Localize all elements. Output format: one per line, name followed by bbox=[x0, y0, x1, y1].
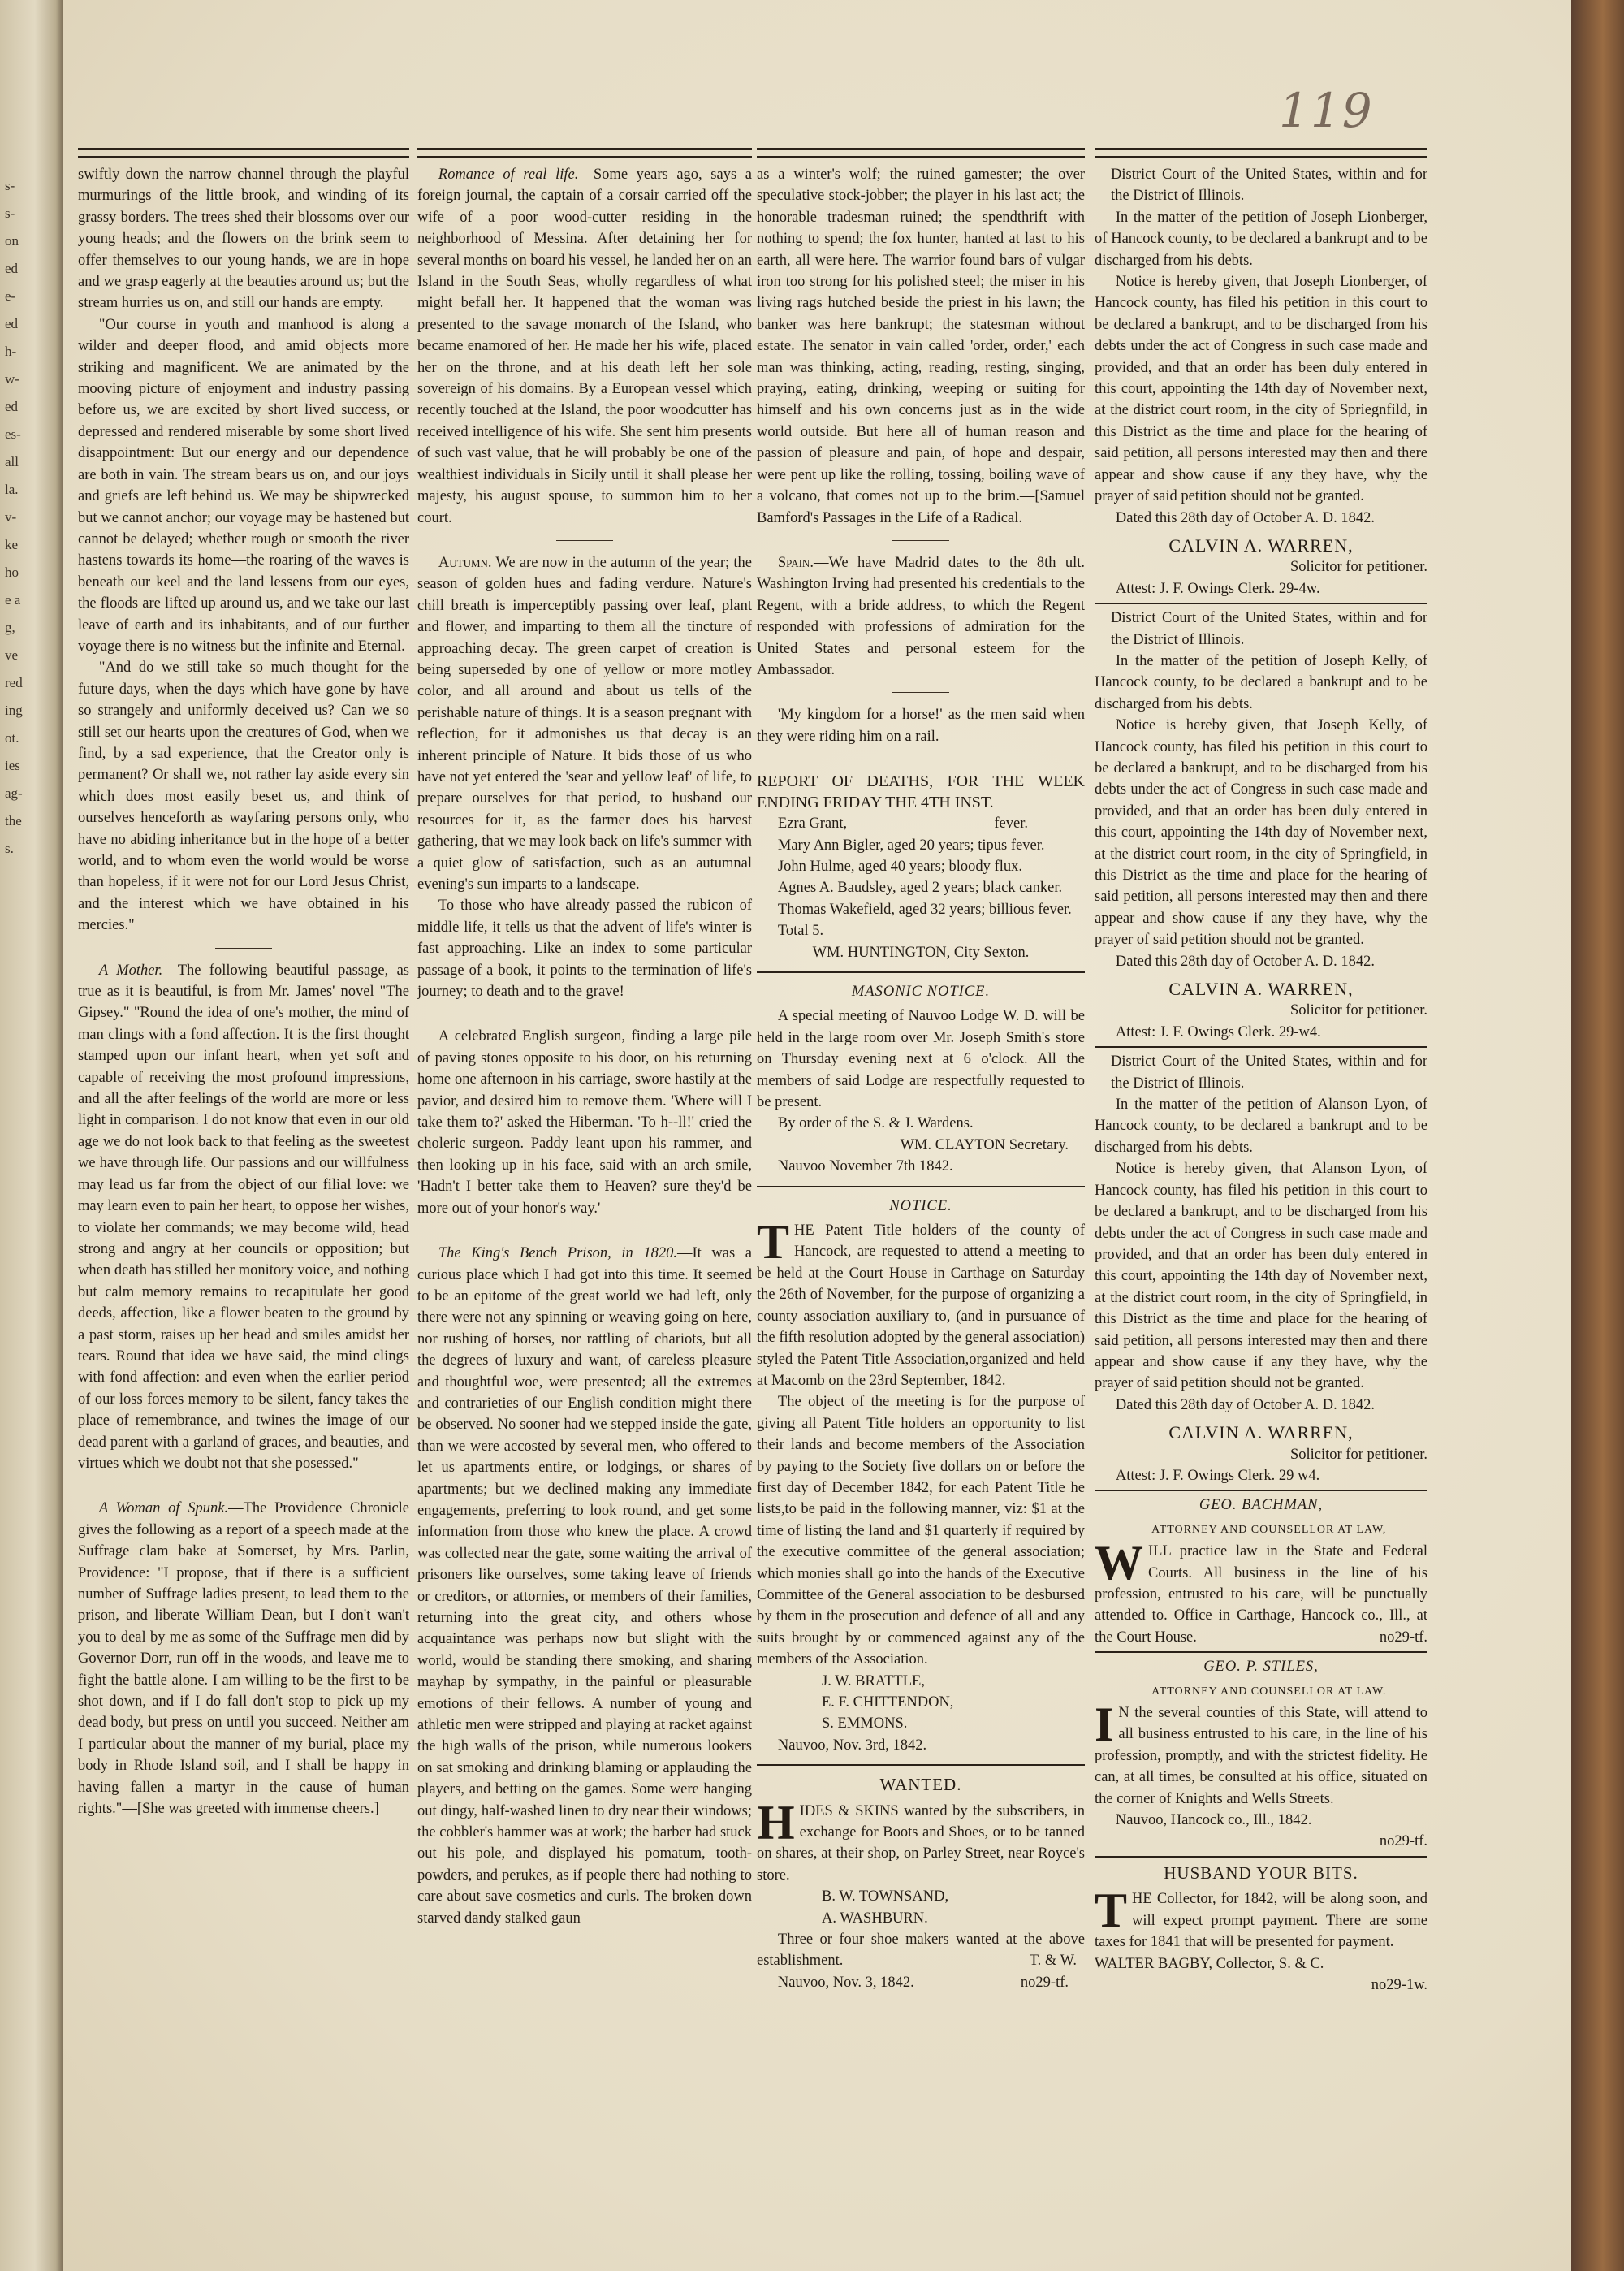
deaths-total: Total 5. bbox=[777, 923, 824, 940]
prison-heading: The King's Bench Prison, in 1820. bbox=[438, 1245, 677, 1262]
notice3-matter: In the matter of the petition of Alanson Lyon, of Hancock county, to be declared a bankrupt and to be discharged from his debts. bbox=[1095, 1097, 1427, 1156]
solicitor-name: CALVIN A. WARREN, bbox=[1168, 1422, 1354, 1443]
section-rule bbox=[757, 971, 1085, 973]
section-rule bbox=[1095, 603, 1427, 604]
notice3-attest: Attest: J. F. Owings Clerk. 29 w4. bbox=[1115, 1467, 1320, 1484]
bachman-dropcap: W bbox=[1095, 1536, 1143, 1590]
autumn-body: We are now in the autumn of the year; the season of golden hues and fading verdure. Nature's chill breath is imperceptibly passing over leaf, plant and flower, and imparting to them all the tincture of approaching decay. The green carpet of creation is being superseded by one of yellow or more motley color, and all around and about us tells of the perishable nature of things. It is a season pregnant with reflection, for it admonishes us that decay is an inherent principle of Nature. It bids those of us who have not yet entered the 'sear and yellow leaf' of life, to prepare ourselves for that period, to husband our resources for it, as the farmer does his harvest gathering, that we may look back on life's summer with a quiet glow of satisfaction, such as an autumnal evening's sun imparts to a landscape. bbox=[417, 554, 752, 893]
bachman-name: GEO. BACHMAN, bbox=[1199, 1497, 1324, 1514]
notice1-body: Notice is hereby given, that Joseph Lionberger, of Hancock county, has filed his petition in this court to be declared a bankrupt, and to be discharged from his debts under the act of Congress in such case made and provided, and that an order has been duly entered in this court, appointing the 14th day of November next, at the district court room, in the city of Spriegnfild, in this District as the time and place for the hearing of said petition, all persons interested may then and there appear and show cause if any they have, why the prayer of said petition should not be granted. bbox=[1095, 274, 1427, 505]
death-entry-3: Agnes A. Baudsley, aged 2 years; black canker. bbox=[777, 880, 1063, 897]
bachman-body bbox=[1095, 1536, 1427, 1648]
court-heading: District Court of the United States, within and for the District of Illinois. bbox=[1111, 610, 1427, 648]
masonic-heading: MASONIC NOTICE. bbox=[851, 984, 991, 1000]
stiles-title: ATTORNEY AND COUNSELLOR AT LAW. bbox=[1151, 1685, 1387, 1698]
column-4 bbox=[1095, 148, 1427, 1996]
notice1-matter: In the matter of the petition of Joseph Lionberger, of Hancock county, to be declared a bankrupt and to be discharged from his debts. bbox=[1095, 209, 1427, 269]
section-rule bbox=[1095, 1046, 1427, 1048]
bachman-text: ILL practice law in the State and Federal Courts. All business in the line of his profession, entrusted to his care, will be punctually attended to. Office in Carthage, Hancock co., Ill., at the Court House. bbox=[1095, 1543, 1427, 1646]
wanted-dropcap: H bbox=[757, 1795, 795, 1849]
notice-signer-2: S. EMMONS. bbox=[822, 1715, 908, 1732]
wanted-heading: WANTED. bbox=[879, 1775, 962, 1795]
separator-rule bbox=[215, 948, 272, 949]
stiles-number: no29-tf. bbox=[1379, 1833, 1427, 1850]
section-rule bbox=[1095, 1651, 1427, 1653]
notice-dropcap: T bbox=[757, 1215, 790, 1270]
column-2 bbox=[417, 148, 752, 1929]
solicitor-title: Solicitor for petitioner. bbox=[1289, 1002, 1427, 1019]
separator-rule bbox=[892, 692, 949, 693]
separator-rule bbox=[556, 540, 613, 541]
wanted-number: no29-tf. bbox=[1020, 1974, 1069, 1991]
mother-body: —The following beautiful passage, as true as it is beautiful, is from Mr. James' novel "The Gipsey." "Round the idea of one's mother, the mind of man clings with a fond affection. It is the first thought stamped upon our infant heart, when yet soft and capable of receiving the most profound impressions, and all the after feelings of the world are more or less light in comparison. I do not know that even in our old age we do not look back to that feeling as the sweetest we have through life. Our passions and our willfulness may lead us far from the object of our filial love: we may learn even to pain her heart, to oppose her wishes, to violate her commands; we may become wild, head strong and angry at her councils or opposition; but when death has stilled her monitory voice, and nothing but calm memory remains to recapitulate her good deeds, affection, like a flower beaten to the ground by a past storm, raises up her head and smiles amidst her tears. Round that idea we have said, the mind clings with fond affection: and even when the earlier period of our loss forces memory to be silent, fancy takes the place of remembrance, and twines the image of our dead parent with a garland of graces, and beauties, and virtues which we doubt not that she posessed." bbox=[78, 962, 409, 1472]
binding-gutter bbox=[0, 0, 63, 2271]
husband-body bbox=[1095, 1884, 1427, 1953]
prison-continuation: as a winter's wolf; the ruined gamester; the over speculative stock-jobber; the player in his last act; the honorable tradesman ruined; the spendthrift with nothing to spend; the fox hunter, hanted at last to his earth, all were here. The warrior found bars of vulgar iron too strong for his polished steel; the miser in his living rags hutched beside the priest in his lawn; the banker was here bankrupt; the statesman without estate. The senator in vain called 'order, order,' each man was thinking, acting, reading, resting, singing, praying, eating, drinking, weeping or suiting for himself and his own concerns just as in the wide world outside. But here all of human reason and passion of pleasure and pain, of hope and despair, were pent up like the rolling, tossing, boiling wave of a volcano, that comes not up to the brim.—[Samuel Bamford's Passages in the Life of a Radical. bbox=[757, 167, 1085, 526]
notice-date: Nauvoo, Nov. 3rd, 1842. bbox=[777, 1737, 927, 1754]
husband-dropcap: T bbox=[1095, 1884, 1128, 1938]
notice2-matter: In the matter of the petition of Joseph Kelly, of Hancock county, to be declared a bankrupt and to be discharged from his debts. bbox=[1095, 652, 1427, 712]
notice2-attest: Attest: J. F. Owings Clerk. 29-w4. bbox=[1115, 1023, 1321, 1040]
wanted-extra bbox=[757, 1929, 1085, 1972]
wanted-initials: T. & W. bbox=[1029, 1953, 1077, 1970]
horse-quip: 'My kingdom for a horse!' as the men said when they were riding him on a rail. bbox=[757, 707, 1085, 745]
stiles-dropcap: I bbox=[1095, 1698, 1114, 1752]
death-entry-1: Mary Ann Bigler, aged 20 years; tipus fever. bbox=[777, 837, 1045, 854]
wanted-signer-1: A. WASHBURN. bbox=[822, 1910, 928, 1927]
stiles-text: N the several counties of this State, will attend to all business entrusted to his care, in the line of his profession, promptly, and with the strictest fidelity. He can, at all times, be consulted at his office, situated on the corner of Knights and Wells Streets. bbox=[1095, 1705, 1427, 1807]
notice2-date: Dated this 28th day of October A. D. 1842. bbox=[1115, 953, 1375, 970]
notice-heading: NOTICE. bbox=[889, 1197, 952, 1214]
spain-body: —We have Madrid dates to the 8th ult. Washington Irving had presented his credentials to the Regent, with a bride address, to which the Regent responded with professions of admiration for the United States and personal esteem for the Ambassador. bbox=[757, 554, 1085, 678]
husband-text: HE Collector, for 1842, will be along soon, and will expect prompt payment. There are some taxes for 1841 that will be presented for payment. bbox=[1095, 1891, 1427, 1951]
notice-text: HE Patent Title holders of the county of Hancock, are requested to attend a meeting to be held at the Court House in Carthage on Saturday the 26th of November, for the purpose of organizing a county association auxiliary to, (and in pursuance of the fifth resolution adopted by the general association) styled the Patent Title Association,organized and held at Macomb on the 23rd September, 1842. bbox=[757, 1222, 1085, 1389]
section-rule bbox=[757, 1186, 1085, 1187]
column-1 bbox=[78, 148, 409, 1819]
notice3-date: Dated this 28th day of October A. D. 1842. bbox=[1115, 1396, 1375, 1413]
death-entry-4: Thomas Wakefield, aged 32 years; billious fever. bbox=[777, 901, 1072, 918]
romance-body: —Some years ago, says a foreign journal, the captain of a corsair carried off the wife of a poor wood-cutter residing in the neighborhood of Messina. After detaining her for several months on board his vessel, he landed her on an Island in the South Seas, wholly regardless of what might befall her. It happened that the woman was presented to the savage monarch of the Island, who became enamored of her. He made her his wife, placed her on the throne, and at his death left her sole sovereign of his domains. By a European vessel which recently touched at the Island, the poor woodcutter has received intelligence of his wife. She sent him presents of such vast value, that he will probably be one of the wealthiest individuals in Sicily until it shall please her majesty, his august spouse, to summon him to her court. bbox=[417, 167, 752, 526]
bachman-number: no29-tf. bbox=[1379, 1629, 1427, 1646]
solicitor-name: CALVIN A. WARREN, bbox=[1168, 979, 1354, 1000]
spain-heading: Spain. bbox=[777, 554, 814, 571]
autumn-paragraph: To those who have already passed the rubicon of middle life, it tells us that the advent of life's winter is fast approaching. Like an index to some particular passage of a book, it points to the termination of life's journey; to death and to the grave! bbox=[417, 898, 752, 1001]
column-top-rule bbox=[78, 148, 409, 158]
spunk-heading: A Woman of Spunk. bbox=[98, 1500, 229, 1517]
romance-article bbox=[417, 164, 752, 529]
notice3-body: Notice is hereby given, that Alanson Lyon, of Hancock county, has filed his petition in this court to be declared a bankrupt, and to be discharged from his debts under the act of Congress in such case made and provided, and that an order has been duly entered in this court, appointing the 14th day of November next, at the district court room, in the city of Springfield, in this District as the time and place for the hearing of said petition, all persons interested may then and there appear and show cause if any they have, why the prayer of said petition should not be granted. bbox=[1095, 1161, 1427, 1392]
sexton-signature: WM. HUNTINGTON, City Sexton. bbox=[812, 944, 1030, 961]
death-entry-0 bbox=[757, 813, 1085, 834]
wanted-footer bbox=[757, 1972, 1085, 1993]
solicitor-title: Solicitor for petitioner. bbox=[1289, 1446, 1427, 1463]
notice-signer-1: E. F. CHITTENDON, bbox=[822, 1694, 954, 1711]
spunk-body: —The Providence Chronicle gives the following as a report of a speech made at the Suffrage clam bake at Somerset, by Mrs. Parlin, Providence: "I propose, that if there is a sufficient number of Suffrage ladies present, to lead them to the prison, and liberate William Dean, but I don't wan't you to deal by me as some of the Suffrage men did by Governor Dorr, run off in the woods, and leave me to fight the battle alone. I am willing to be the first to be shot down, and if I do fall don't stop to pick up my dead body, but press on until you succeed. Neither am I particular about the manner of my burial, place my body in Rhode Island soil, and I shall be happy in having fallen a martyr in the cause of human rights."—[She was greeted with immense cheers.] bbox=[78, 1500, 410, 1818]
section-rule bbox=[1095, 1856, 1427, 1858]
wanted-signer-0: B. W. TOWNSAND, bbox=[822, 1888, 949, 1905]
court-heading: District Court of the United States, within and for the District of Illinois. bbox=[1111, 167, 1427, 205]
masonic-signature: WM. CLAYTON Secretary. bbox=[900, 1136, 1069, 1153]
masonic-date: Nauvoo November 7th 1842. bbox=[777, 1158, 953, 1175]
notice1-attest: Attest: J. F. Owings Clerk. 29-4w. bbox=[1115, 580, 1320, 597]
solicitor-title: Solicitor for petitioner. bbox=[1289, 559, 1427, 576]
stiles-name: GEO. P. STILES, bbox=[1203, 1659, 1319, 1676]
death-name: Ezra Grant, bbox=[777, 815, 848, 833]
solicitor-name: CALVIN A. WARREN, bbox=[1168, 534, 1354, 556]
husband-heading: HUSBAND YOUR BITS. bbox=[1164, 1862, 1358, 1883]
prison-article bbox=[417, 1243, 752, 1929]
wanted-date: Nauvoo, Nov. 3, 1842. bbox=[777, 1974, 914, 1991]
mother-article bbox=[78, 960, 409, 1475]
notice-body bbox=[757, 1215, 1085, 1391]
notice1-date: Dated this 28th day of October A. D. 1842. bbox=[1115, 509, 1375, 526]
page-number: 119 bbox=[1279, 83, 1374, 138]
wanted-body bbox=[757, 1795, 1085, 1887]
previous-page-fragment: s- s- on ed e- ed h- w- ed es- all la. v- ke ho e a g, ve red ing ot. ies ag- the s. bbox=[5, 178, 23, 856]
essay-paragraph: "Our course in youth and manhood is along a wilder and deeper flood, and amid objects more striking and magnificent. We are animated by the mooving picture of enjoyment and industry passing before us, we are excited by short lived success, or depressed and rendered miserable by some short lived disappointment: But our energy and our dependence are both in vain. The stream bears us on, and our joys and griefs are left behind us. We may be shipwrecked but we cannot anchor; our voyage may be hastened but cannot be delayed; whether rough or smooth the river hastens towards its home—the roaring of the waves is beneath our keel and the land lessens from our eyes, the floods are lifted up around us, and we take our last leave of earth and its inhabitants, and of our further voyage there is no witness but the infinite and Eternal. bbox=[78, 316, 409, 655]
masonic-body: A special meeting of Nauvoo Lodge W. D. will be held in the large room over Mr. Joseph Smith's store on Thursday evening next at 6 o'clock. All the members of said Lodge are respectfully requested to be present. bbox=[757, 1008, 1085, 1111]
wanted-extra-text: Three or four shoe makers wanted at the above establishment. bbox=[757, 1931, 1085, 1970]
notice2-body: Notice is hereby given, that Joseph Kelly, of Hancock county, has filed his petition in this court to be declared a bankrupt, and to be discharged from his debts under the act of Congress in such case made and provided, and that an order has been duly entered in this court, appointing the 14th day of November next, at the district court room, in the city of Springfield, in this District as the time and place for the hearing of said petition, all persons interested may then and there appear and show cause if any they have, why the prayer of said petition should not be granted. bbox=[1095, 717, 1427, 949]
section-rule bbox=[1095, 1490, 1427, 1491]
spain-article bbox=[757, 552, 1085, 681]
surgeon-anecdote: A celebrated English surgeon, finding a large pile of paving stones opposite to his door, on his returning home one afternoon in his carriage, swore hastily at the pavior, and desired him to remove them. 'Where will I take them to?' asked the Hiberman. 'To h--ll!' cried the choleric surgeon. Paddy leant upon his rammer, and then looking up in his face, said with an arch smile, 'Hadn't I better take them to Heaven? sure they'd be more out of your honor's way.' bbox=[417, 1028, 752, 1217]
separator-rule bbox=[892, 540, 949, 541]
wanted-text: IDES & SKINS wanted by the subscribers, in exchange for Boots and Shoes, or to be tanned on shares, at their shop, on Parley Street, near Royce's store. bbox=[757, 1802, 1085, 1884]
column-top-rule bbox=[1095, 148, 1427, 158]
prison-body: —It was a curious place which I had got into this time. It seemed to be an epitome of the great world we had left, only there were not any spinning or weaving going on here, nor rushing of horses, nor rattling of chariots, but all the degrees of luxury and want, of careless pleasure and thoughtful woe, were presented; all the extremes and contrarieties of our English condition might there be observed. No sooner had we stepped inside the gate, than we were accosted by several men, who offered to let us apartments entire, or lodgings, or shares of apartments; but we declined making any immediate engagements, preferring to look round, and get some information from those who knew the place. A crowd was collected near the gate, some waiting the arrival of prisoners like ourselves, some taking leave of friends or creditors, or attornies, or members of their families, returning into the great city, and others whose acquaintance was perhaps now but slight with the world, would be standing there smoking, and sharing mayhap by sympathy, in the painful or pleasurable emotions of their fellows. A number of young and athletic men were stripped and playing at racket against the high walls of the prison, while numerous lookers on sat smoking and drinking blaming or applauding the players, and betting on the games. Some were hanging out dingy, half-washed linen to dry near their windows; the cobbler's hammer was at work; the barber had stuck out his pole, and displayed his pomatum, tooth-powders, and perukes, as if people there had nothing to care about save cosmetics and curls. The broken down starved dandy stalked gaun bbox=[417, 1245, 752, 1927]
stiles-address: Nauvoo, Hancock co., Ill., 1842. bbox=[1115, 1812, 1312, 1829]
autumn-heading: Autumn. bbox=[438, 554, 492, 571]
essay-paragraph: "And do we still take so much thought for the future days, when the days which have gone by have so strangely and uniformly deceived us? Can we so still set our hearts upon the creatures of God, when we find, by a sad experience, that the Creator only is permanent? Or shall we, not rather lay aside every sin which does most easily beset us, and think of ourselves henceforth as wayfaring persons only, who have no abiding inheritance but in the hope of a better world, and to whom even the world would be worse than hopeless, if it were not for our Lord Jesus Christ, and the interest which we have obtained in his mercies." bbox=[78, 660, 409, 934]
column-top-rule bbox=[417, 148, 752, 158]
notice-paragraph: The object of the meeting is for the purpose of giving all Patent Title holders an opportunity to list their lands and become members of the Association by paying to the Society five dollars on or before the first day of December 1842, for each Patent Title he lists,to be paid in the following manner, viz: $1 at the time of listing the land and $1 quarterly if required by the executive committee of the general association; which monies shall go into the hands of the Executive Committee of the General association to be desbursed by them in the prosecution and defence of all and any suits brought by or commenced against any of the members of the Association. bbox=[757, 1394, 1085, 1668]
spunk-article bbox=[78, 1498, 409, 1819]
notice-signer-0: J. W. BRATTLE, bbox=[822, 1672, 925, 1689]
death-entry-2: John Hulme, aged 40 years; bloody flux. bbox=[777, 858, 1022, 875]
mother-heading: A Mother. bbox=[98, 962, 163, 979]
court-heading: District Court of the United States, within and for the District of Illinois. bbox=[1111, 1053, 1427, 1092]
bachman-title: ATTORNEY AND COUNSELLOR AT LAW, bbox=[1151, 1523, 1387, 1536]
column-3 bbox=[757, 148, 1085, 1993]
husband-signature: WALTER BAGBY, Collector, S. & C. bbox=[1095, 1955, 1324, 1972]
masonic-order: By order of the S. & J. Wardens. bbox=[777, 1115, 974, 1132]
essay-paragraph: swiftly down the narrow channel through the playful murmurings of the little brook, and winding of its grassy borders. The trees shed their blossoms over our young heads; and the flowers on the brink seem to offer themselves to our young hands, we are in hope and we grasp eagerly at the beauties around us; but the stream hurries us on, and still our hands are empty. bbox=[78, 167, 409, 312]
romance-heading: Romance of real life. bbox=[438, 167, 579, 183]
stiles-body bbox=[1095, 1698, 1427, 1810]
husband-number: no29-1w. bbox=[1371, 1976, 1427, 1993]
section-rule bbox=[757, 1764, 1085, 1766]
autumn-article bbox=[417, 552, 752, 896]
book-cover-edge bbox=[1571, 0, 1624, 2271]
deaths-heading: REPORT OF DEATHS, FOR THE WEEK ENDING FRIDAY THE 4TH INST. bbox=[757, 772, 1085, 812]
death-cause: fever. bbox=[994, 815, 1028, 833]
column-top-rule bbox=[757, 148, 1085, 158]
